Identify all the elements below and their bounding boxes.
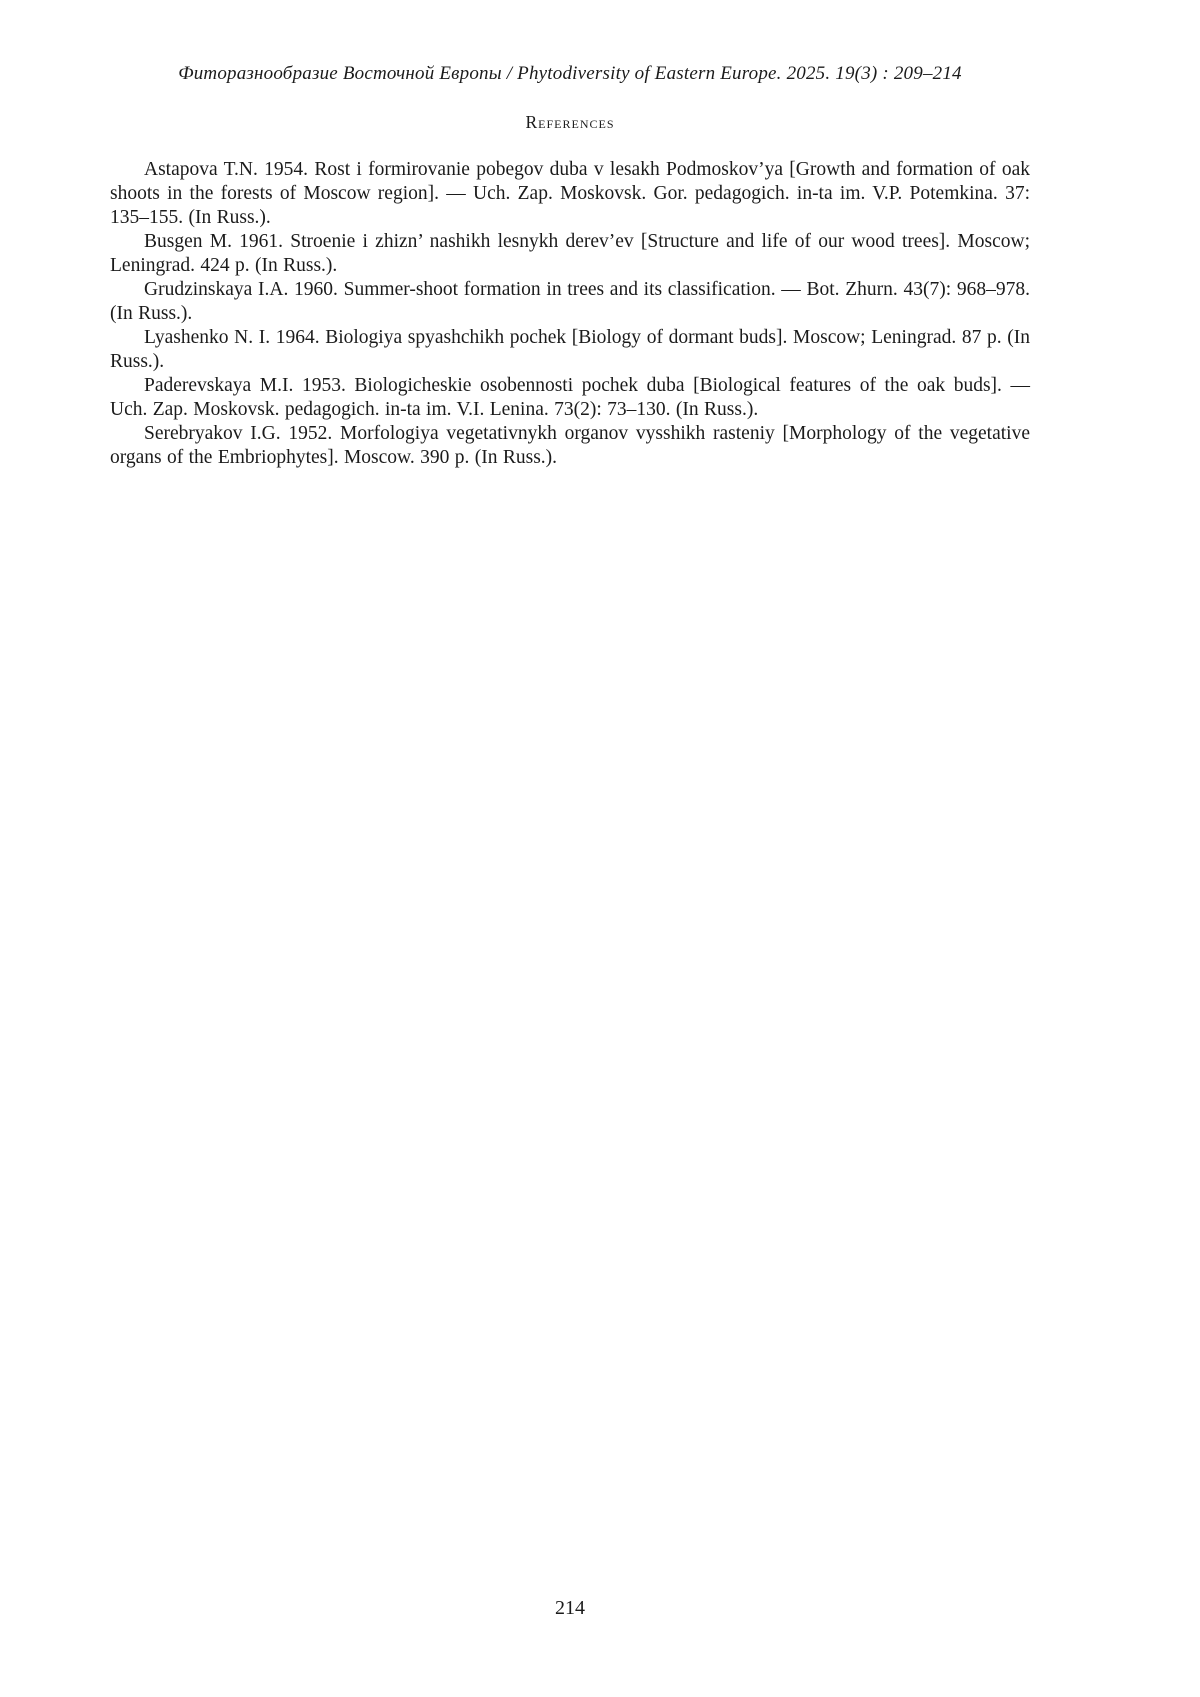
- reference-entry: Lyashenko N. I. 1964. Biologiya spyashchikh pochek [Biology of dormant buds]. Moscow; Leningrad. 87 p. (In Russ.).: [110, 327, 1030, 372]
- reference-entry: Astapova T.N. 1954. Rost i formirovanie pobegov duba v lesakh Podmoskov’ya [Growth and formation of oak shoots in the forests of Moscow region]. — Uch. Zap. Moskovsk. Gor. pedagogich. in-ta im. V.P. Potemkina. 37: 135–155. (In Russ.).: [110, 159, 1030, 228]
- page-number: 214: [555, 1597, 585, 1619]
- references-list: [110, 158, 1030, 470]
- reference-entry: Busgen M. 1961. Stroenie i zhizn’ nashikh lesnykh derev’ev [Structure and life of our wood trees]. Moscow; Leningrad. 424 p. (In Russ.).: [110, 231, 1030, 276]
- references-heading: References: [525, 112, 615, 132]
- reference-entry: Grudzinskaya I.A. 1960. Summer-shoot formation in trees and its classification. — Bot. Zhurn. 43(7): 968–978. (In Russ.).: [110, 279, 1030, 324]
- journal-running-header: Фиторазнообразие Восточной Европы / Phytodiversity of Eastern Europe. 2025. 19(3) : 209–214: [178, 63, 962, 84]
- text-block: [110, 0, 1030, 470]
- reference-entry: Serebryakov I.G. 1952. Morfologiya vegetativnykh organov vysshikh rasteniy [Morphology of the vegetative organs of the Embriophytes]. Moscow. 390 p. (In Russ.).: [110, 423, 1030, 468]
- reference-entry: Paderevskaya M.I. 1953. Biologicheskie osobennosti pochek duba [Biological features of the oak buds]. — Uch. Zap. Moskovsk. pedagogich. in-ta im. V.I. Lenina. 73(2): 73–130. (In Russ.).: [110, 375, 1030, 420]
